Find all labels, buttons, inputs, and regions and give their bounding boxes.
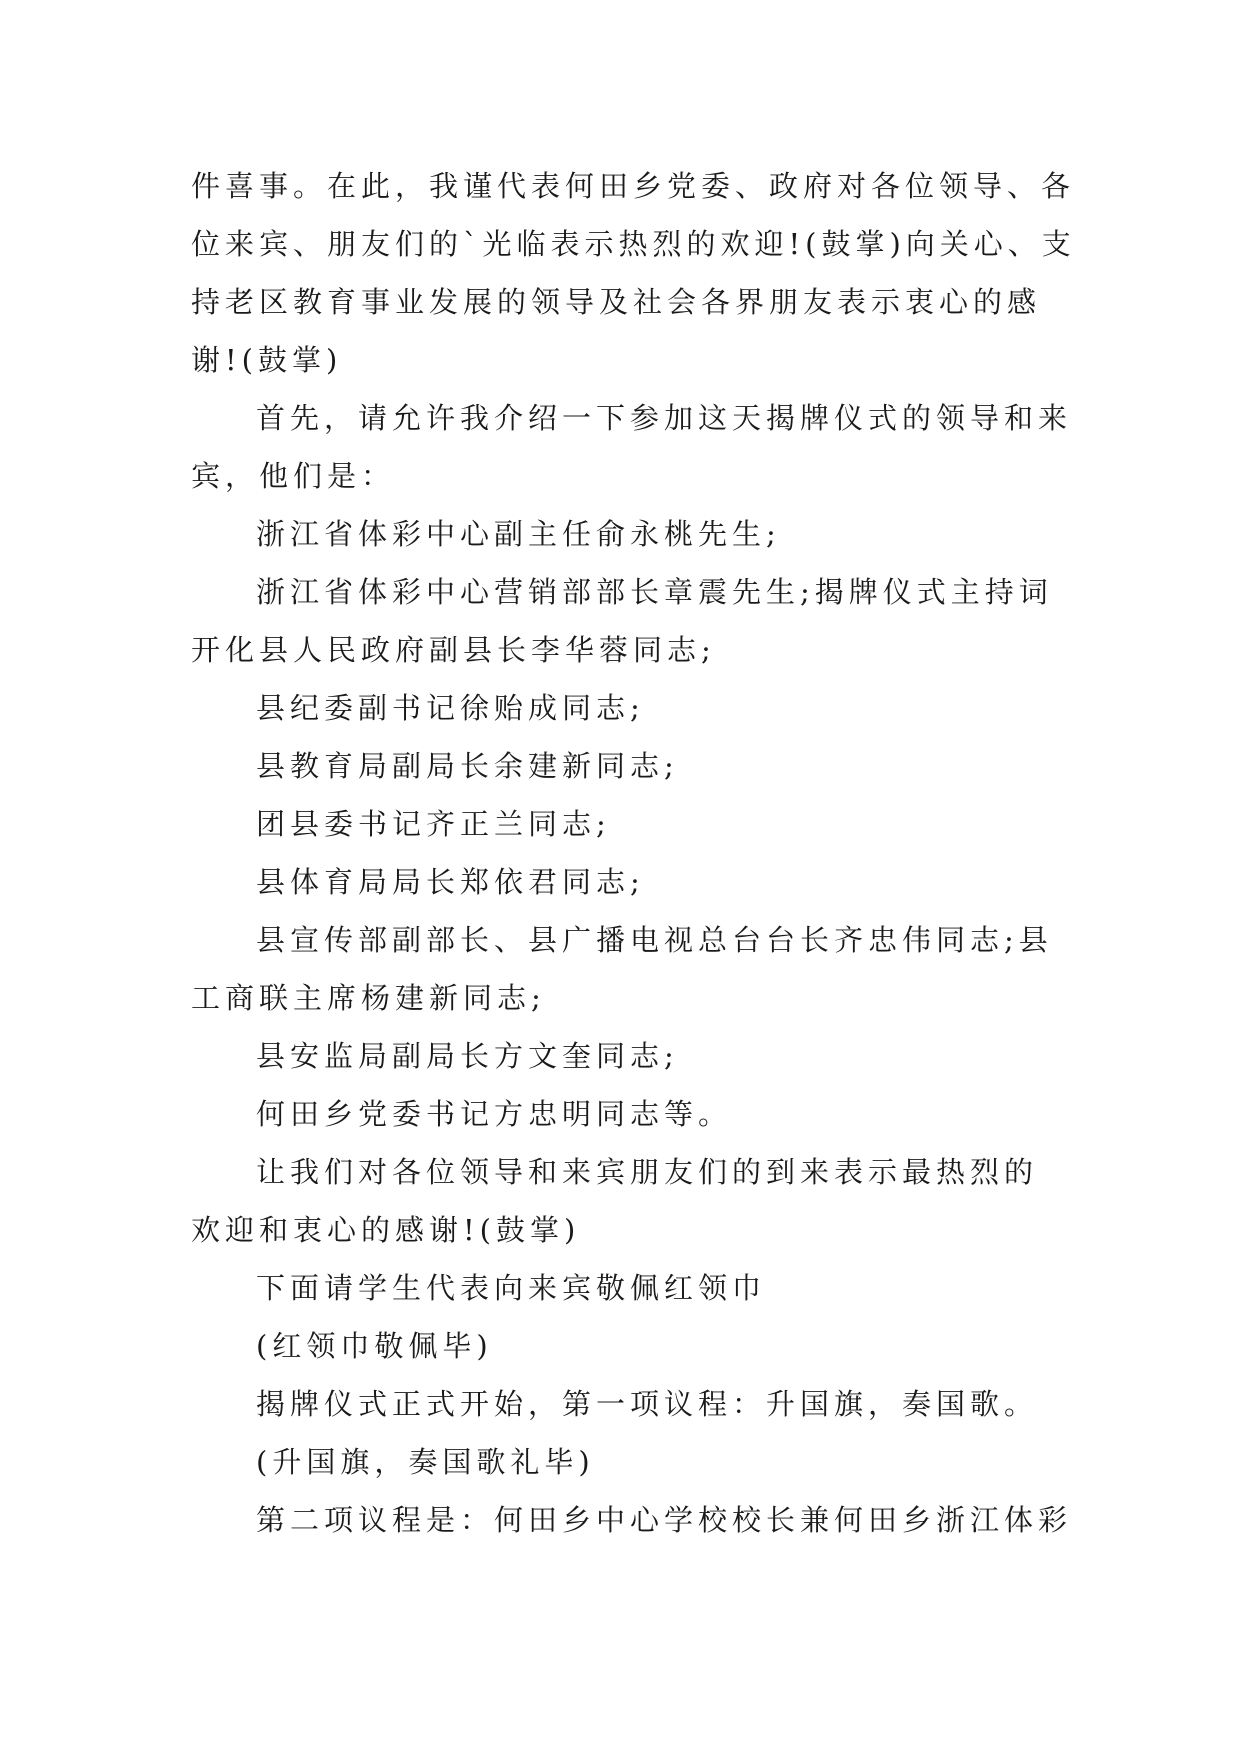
text-line: 位来宾、朋友们的`光临表示热烈的欢迎!(鼓掌)向关心、支 (191, 227, 1076, 261)
text-line: 件喜事。在此，我谨代表何田乡党委、政府对各位领导、各 (191, 169, 1076, 203)
text-line: 浙江省体彩中心副主任俞永桃先生; (256, 517, 781, 551)
text-line: 开化县人民政府副县长李华蓉同志; (191, 633, 716, 667)
text-line: 县教育局副局长余建新同志; (256, 749, 679, 783)
text-line: 浙江省体彩中心营销部部长章震先生;揭牌仪式主持词 (256, 575, 1053, 609)
text-line: 县宣传部副部长、县广播电视总台台长齐忠伟同志;县 (256, 923, 1053, 957)
text-line: 县体育局局长郑依君同志; (256, 865, 645, 899)
text-line: 下面请学生代表向来宾敬佩红领巾 (256, 1271, 767, 1305)
text-line: 首先，请允许我介绍一下参加这天揭牌仪式的领导和来 (256, 401, 1073, 435)
text-line: 谢!(鼓掌) (191, 343, 343, 377)
text-line: 揭牌仪式正式开始，第一项议程：升国旗，奏国歌。 (256, 1387, 1039, 1421)
text-line: (红领巾敬佩毕) (256, 1329, 493, 1363)
text-line: 让我们对各位领导和来宾朋友们的到来表示最热烈的 (256, 1155, 1039, 1189)
text-line: 宾，他们是： (191, 459, 396, 493)
text-line: 县纪委副书记徐贻成同志; (256, 691, 645, 725)
text-line: 工商联主席杨建新同志; (191, 981, 546, 1015)
text-line: 欢迎和衷心的感谢!(鼓掌) (191, 1213, 581, 1247)
text-line: (升国旗，奏国歌礼毕) (256, 1445, 595, 1479)
text-line: 持老区教育事业发展的领导及社会各界朋友表示衷心的感 (191, 285, 1042, 319)
text-line: 何田乡党委书记方忠明同志等。 (256, 1097, 733, 1131)
text-line: 县安监局副局长方文奎同志; (256, 1039, 679, 1073)
text-line: 团县委书记齐正兰同志; (256, 807, 611, 841)
text-line: 第二项议程是：何田乡中心学校校长兼何田乡浙江体彩 (256, 1503, 1073, 1537)
